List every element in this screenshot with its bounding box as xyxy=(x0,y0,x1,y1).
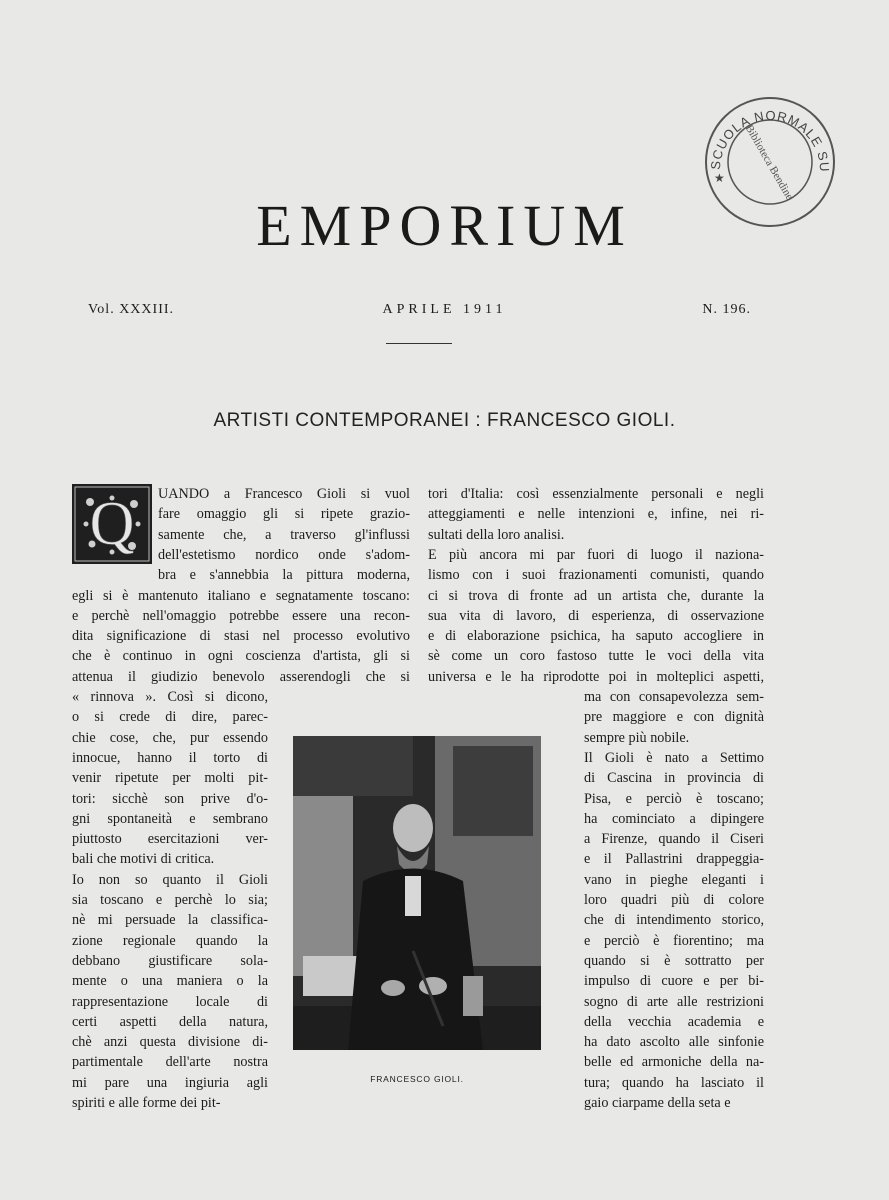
text-line: innocue, hanno il torto di xyxy=(72,749,268,766)
text-line: UANDO a Francesco Gioli si vuol xyxy=(158,486,410,502)
text-line: gaio ciarpame della seta e xyxy=(584,1095,731,1111)
text-line: universa e le ha riprodotte poi in molteplici aspetti, xyxy=(428,668,764,685)
issue-number: N. 196. xyxy=(702,302,751,317)
text-line: ha dato ascolto alle sinfonie xyxy=(584,1034,764,1051)
text-line: tori d'Italia: così essenzialmente personali e negli xyxy=(428,486,764,502)
volume-label: Vol. XXXIII. xyxy=(88,302,175,317)
text-line: ma con consapevolezza sem- xyxy=(584,689,764,705)
text-line: sua vita di lavoro, di esperienza, di osservazione xyxy=(428,607,764,624)
stamp-inner-text: Biblioteca Bendine xyxy=(742,122,796,203)
text-line: e perciò è fiorentino; ma xyxy=(584,932,764,949)
text-line: venir ripetute per molti pit- xyxy=(72,770,268,787)
text-line: belle ed armoniche della na- xyxy=(584,1054,764,1071)
text-line: debbano giustificare sola- xyxy=(72,952,268,969)
text-line: Il Gioli è nato a Settimo xyxy=(584,749,764,766)
text-line: bra e s'annebbia la pittura moderna, xyxy=(158,567,410,584)
text-line: ha cominciato a dipingere xyxy=(584,810,764,827)
text-line: di Cascina in provincia di xyxy=(584,770,764,787)
text-line: egli si è mantenuto italiano e segnatamente toscano: xyxy=(72,587,410,604)
text-line: zione regionale quando la xyxy=(72,932,268,949)
text-line: gni spontaneità e sembrano xyxy=(72,810,268,827)
initial-letter: Q xyxy=(89,490,135,558)
text-line: certi aspetti della natura, xyxy=(72,1013,268,1030)
text-line: mente o una maniera o la xyxy=(72,973,268,990)
text-line: quando si è sottratto per xyxy=(584,952,764,969)
text-line: sogno di arte alle restrizioni xyxy=(584,993,764,1010)
text-line: mi pare una ingiuria agli xyxy=(72,1074,268,1091)
text-line: piuttosto esercitazioni ver- xyxy=(72,831,268,848)
svg-text:★: ★ xyxy=(714,171,725,185)
text-line: tura; quando ha lasciato il xyxy=(584,1074,764,1091)
issue-date: APRILE 1911 xyxy=(382,302,507,317)
text-line: a Firenze, quando il Ciseri xyxy=(584,831,764,848)
text-line: partimentale dell'arte nostra xyxy=(72,1054,268,1071)
text-line: sia toscano e perchè lo sia; xyxy=(72,892,268,908)
text-line: che è continuo in ogni coscienza d'artista, gli si xyxy=(72,648,410,665)
text-line: pre maggiore e con dignità xyxy=(584,709,764,726)
text-line: dell'estetismo nordico onde s'adom- xyxy=(158,546,410,563)
portrait-photo xyxy=(293,736,541,1050)
text-line: attenua il giudizio benevolo asserendogli che si xyxy=(72,668,410,685)
text-line: loro quadri più di colore xyxy=(584,892,764,908)
text-line: « rinnova ». Così si dicono, xyxy=(72,689,268,705)
text-line: atteggiamenti e nelle intenzioni e, infine, nei ri- xyxy=(428,506,764,523)
text-line: ci si trova di fronte ad un artista che, durante la xyxy=(428,587,764,604)
text-line: sultati della loro analisi. xyxy=(428,526,565,543)
text-line: E più ancora mi par fuori di luogo il naziona- xyxy=(428,546,764,563)
text-line: che di intendimento storico, xyxy=(584,912,764,929)
decorated-initial xyxy=(72,484,152,564)
text-line: sè come un coro fastoso tutte le voci della vita xyxy=(428,648,764,665)
text-line: e di elaborazione psichica, ha saputo accogliere in xyxy=(428,628,764,645)
text-line: spiriti e alle forme dei pit- xyxy=(72,1095,221,1111)
header-divider xyxy=(386,343,452,344)
stamp-outer-text: SCUOLA NORMALE SU xyxy=(707,107,833,173)
photo-caption: FRANCESCO GIOLI. xyxy=(370,1074,464,1084)
masthead-title: EMPORIUM xyxy=(256,193,633,258)
text-line: dita significazione di stasi nel processo evolutivo xyxy=(72,628,410,645)
text-line: o si crede di dire, parec- xyxy=(72,709,268,726)
text-line: chè anzi questa divisione di- xyxy=(72,1034,268,1051)
text-line: bali che motivi di critica. xyxy=(72,851,215,868)
text-line: fare omaggio gli si ripete grazio- xyxy=(158,506,410,523)
text-line: chie cose, che, pur essendo xyxy=(72,729,268,746)
text-line: nè mi persuade la classifica- xyxy=(72,912,268,929)
text-line: tori: sicchè son prive d'o- xyxy=(72,790,268,807)
text-line: impulso di cuore e per bi- xyxy=(584,973,764,990)
text-line: sempre più nobile. xyxy=(584,729,690,746)
text-line: e perchè nell'omaggio potrebbe essere una recon- xyxy=(72,607,410,624)
text-line: Io non so quanto il Gioli xyxy=(72,871,268,888)
article-title: ARTISTI CONTEMPORANEI : FRANCESCO GIOLI. xyxy=(213,410,676,431)
text-line: samente che, a traverso gl'influssi xyxy=(158,526,410,543)
text-line: rappresentazione locale di xyxy=(72,993,268,1010)
text-line: Pisa, e perciò è toscano; xyxy=(584,790,764,807)
text-line: della vecchia academia e xyxy=(584,1013,764,1030)
text-line: e il Pallastrini drappeggia- xyxy=(584,851,764,868)
text-line: vano in pieghe eleganti i xyxy=(584,871,764,888)
text-line: lismo con i suoi frazionamenti comunisti, quando xyxy=(428,567,764,584)
